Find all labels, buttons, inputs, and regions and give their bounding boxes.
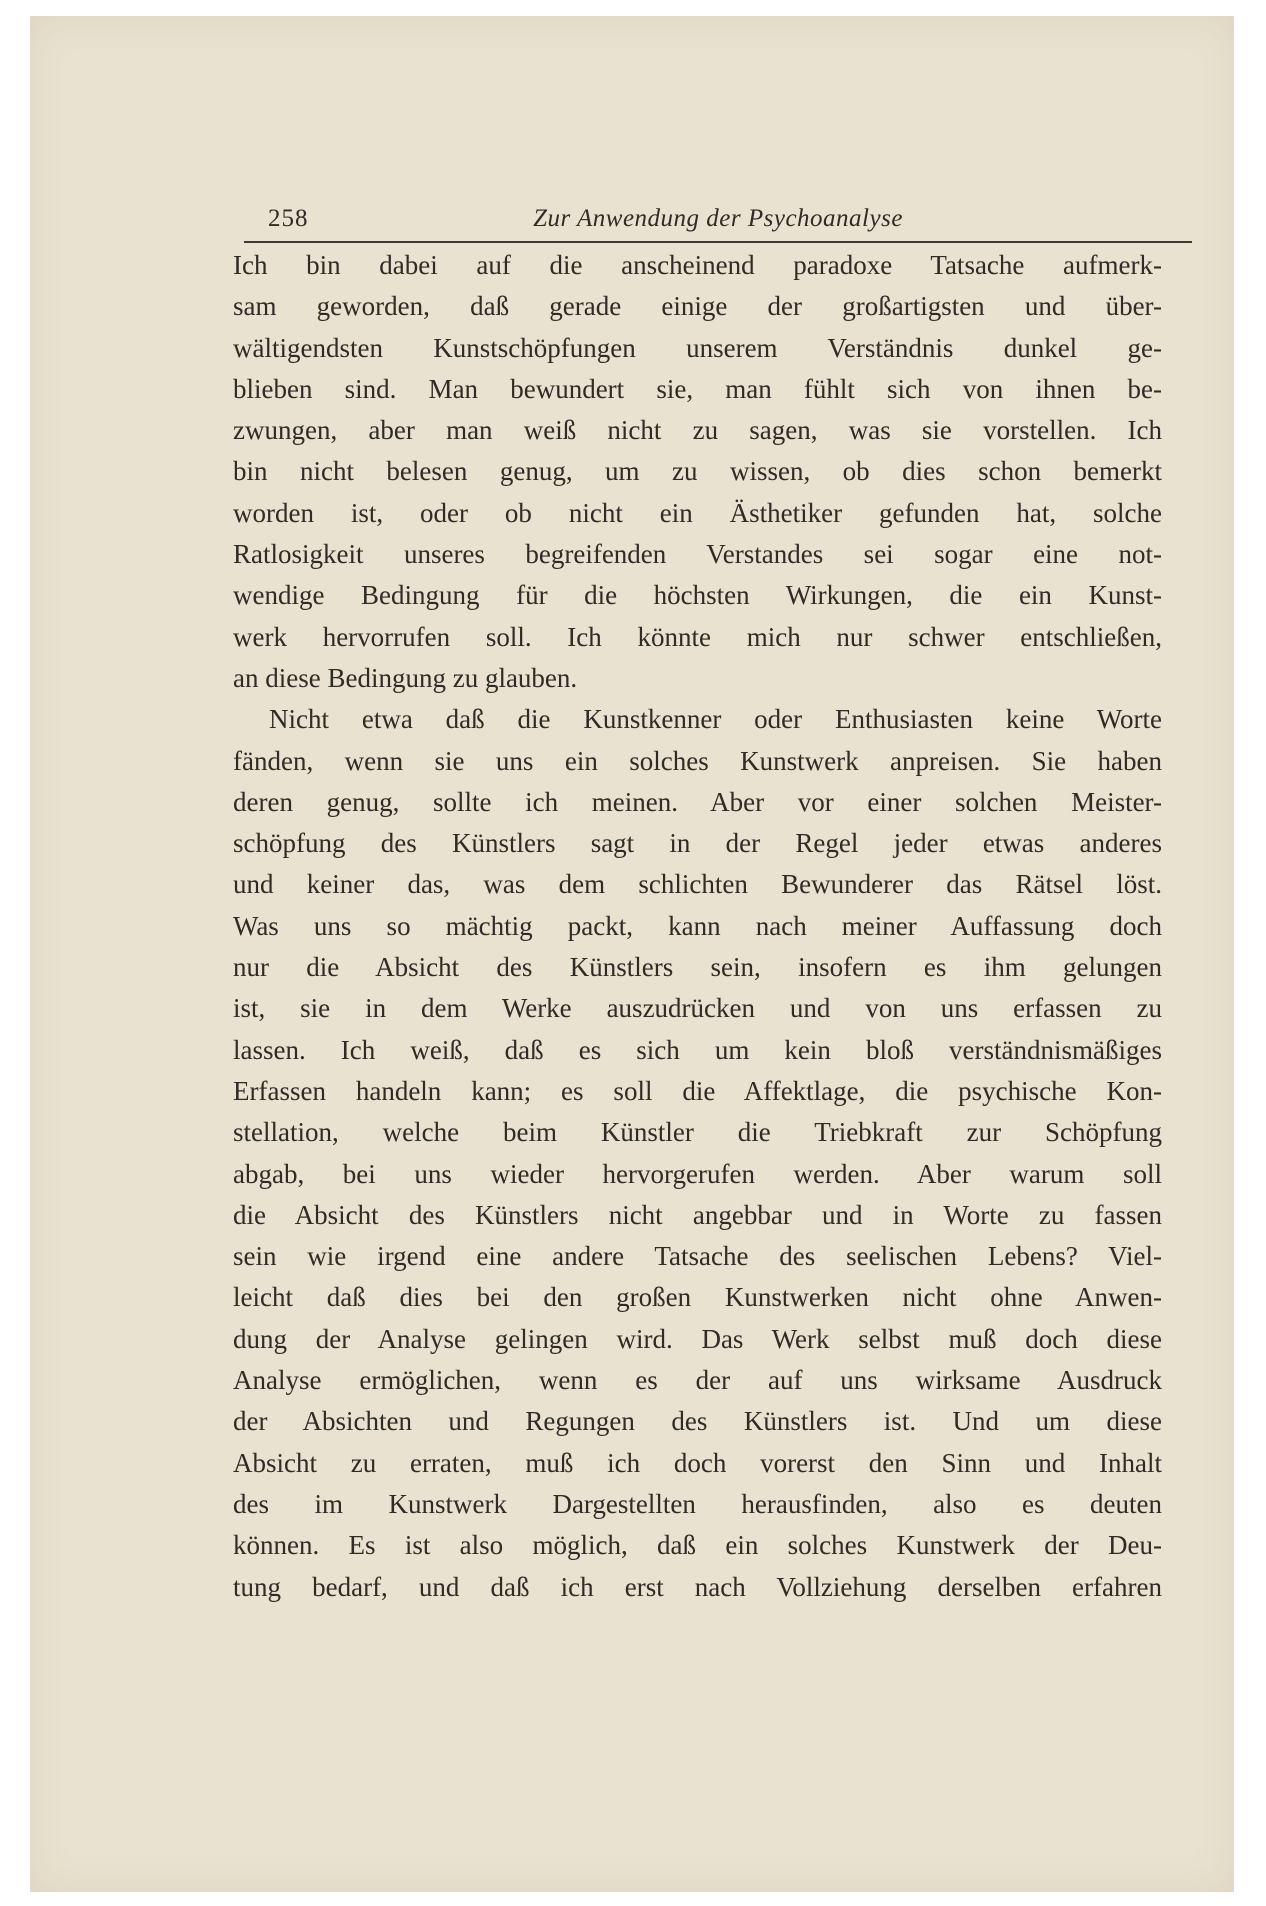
text-line: lassen. Ich weiß, daß es sich um kein bloß verständnismäßiges bbox=[233, 1034, 1162, 1065]
text-line: worden ist, oder ob nicht ein Ästhetiker gefunden hat, solche bbox=[233, 497, 1162, 528]
body-text bbox=[233, 245, 1162, 1608]
text-line: und keiner das, was dem schlichten Bewunderer das Rätsel löst. bbox=[233, 869, 1162, 900]
text-line: Analyse ermöglichen, wenn es der auf uns wirksame Ausdruck bbox=[233, 1365, 1162, 1396]
text-line: tung bedarf, und daß ich erst nach Vollziehung derselben erfahren bbox=[233, 1571, 1162, 1602]
text-line: können. Es ist also möglich, daß ein solches Kunstwerk der Deu- bbox=[233, 1530, 1162, 1561]
text-line: des im Kunstwerk Dargestellten herausfinden, also es deuten bbox=[233, 1488, 1162, 1519]
text-line: deren genug, sollte ich meinen. Aber vor einer solchen Meister- bbox=[233, 786, 1162, 817]
text-line: Ich bin dabei auf die anscheinend paradoxe Tatsache aufmerk- bbox=[233, 250, 1162, 280]
paragraph-end-line: an diese Bedingung zu glauben. bbox=[233, 662, 578, 693]
page-number: 258 bbox=[268, 205, 309, 232]
text-line: leicht daß dies bei den großen Kunstwerken nicht ohne Anwen- bbox=[233, 1282, 1162, 1313]
text-line: die Absicht des Künstlers nicht angebbar und in Worte zu fassen bbox=[233, 1199, 1162, 1230]
text-line: werk hervorrufen soll. Ich könnte mich nur schwer entschließen, bbox=[233, 621, 1162, 652]
text-line: der Absichten und Regungen des Künstlers ist. Und um diese bbox=[233, 1406, 1162, 1437]
text-line: schöpfung des Künstlers sagt in der Regel jeder etwas anderes bbox=[233, 828, 1162, 859]
text-line: sein wie irgend eine andere Tatsache des seelischen Lebens? Viel- bbox=[233, 1241, 1162, 1272]
text-line: dung der Analyse gelingen wird. Das Werk selbst muß doch diese bbox=[233, 1323, 1162, 1354]
text-line: zwungen, aber man weiß nicht zu sagen, was sie vorstellen. Ich bbox=[233, 415, 1162, 446]
text-line: bin nicht belesen genug, um zu wissen, ob dies schon bemerkt bbox=[233, 456, 1162, 487]
text-line: Erfassen handeln kann; es soll die Affektlage, die psychische Kon- bbox=[233, 1075, 1162, 1106]
text-line: wendige Bedingung für die höchsten Wirkungen, die ein Kunst- bbox=[233, 580, 1162, 611]
text-line: Was uns so mächtig packt, kann nach meiner Auffassung doch bbox=[233, 910, 1162, 941]
text-line: ist, sie in dem Werke auszudrücken und von uns erfassen zu bbox=[233, 993, 1162, 1024]
text-line: Ratlosigkeit unseres begreifenden Verstandes sei sogar eine not- bbox=[233, 539, 1162, 570]
text-line: abgab, bei uns wieder hervorgerufen werden. Aber warum soll bbox=[233, 1158, 1162, 1189]
text-line: wältigendsten Kunstschöpfungen unserem Verständnis dunkel ge- bbox=[233, 332, 1162, 363]
text-line: nur die Absicht des Künstlers sein, insofern es ihm gelungen bbox=[233, 952, 1162, 983]
text-line: blieben sind. Man bewundert sie, man fühlt sich von ihnen be- bbox=[233, 373, 1162, 404]
text-line: sam geworden, daß gerade einige der großartigsten und über- bbox=[233, 291, 1162, 322]
text-line: fänden, wenn sie uns ein solches Kunstwerk anpreisen. Sie haben bbox=[233, 745, 1162, 776]
paragraph-start-line: Nicht etwa daß die Kunstkenner oder Enthusiasten keine Worte bbox=[269, 704, 1162, 735]
running-title: Zur Anwendung der Psychoanalyse bbox=[533, 205, 903, 232]
text-line: Absicht zu erraten, muß ich doch vorerst den Sinn und Inhalt bbox=[233, 1447, 1162, 1478]
text-line: stellation, welche beim Künstler die Triebkraft zur Schöpfung bbox=[233, 1117, 1162, 1148]
running-header bbox=[244, 201, 1192, 243]
